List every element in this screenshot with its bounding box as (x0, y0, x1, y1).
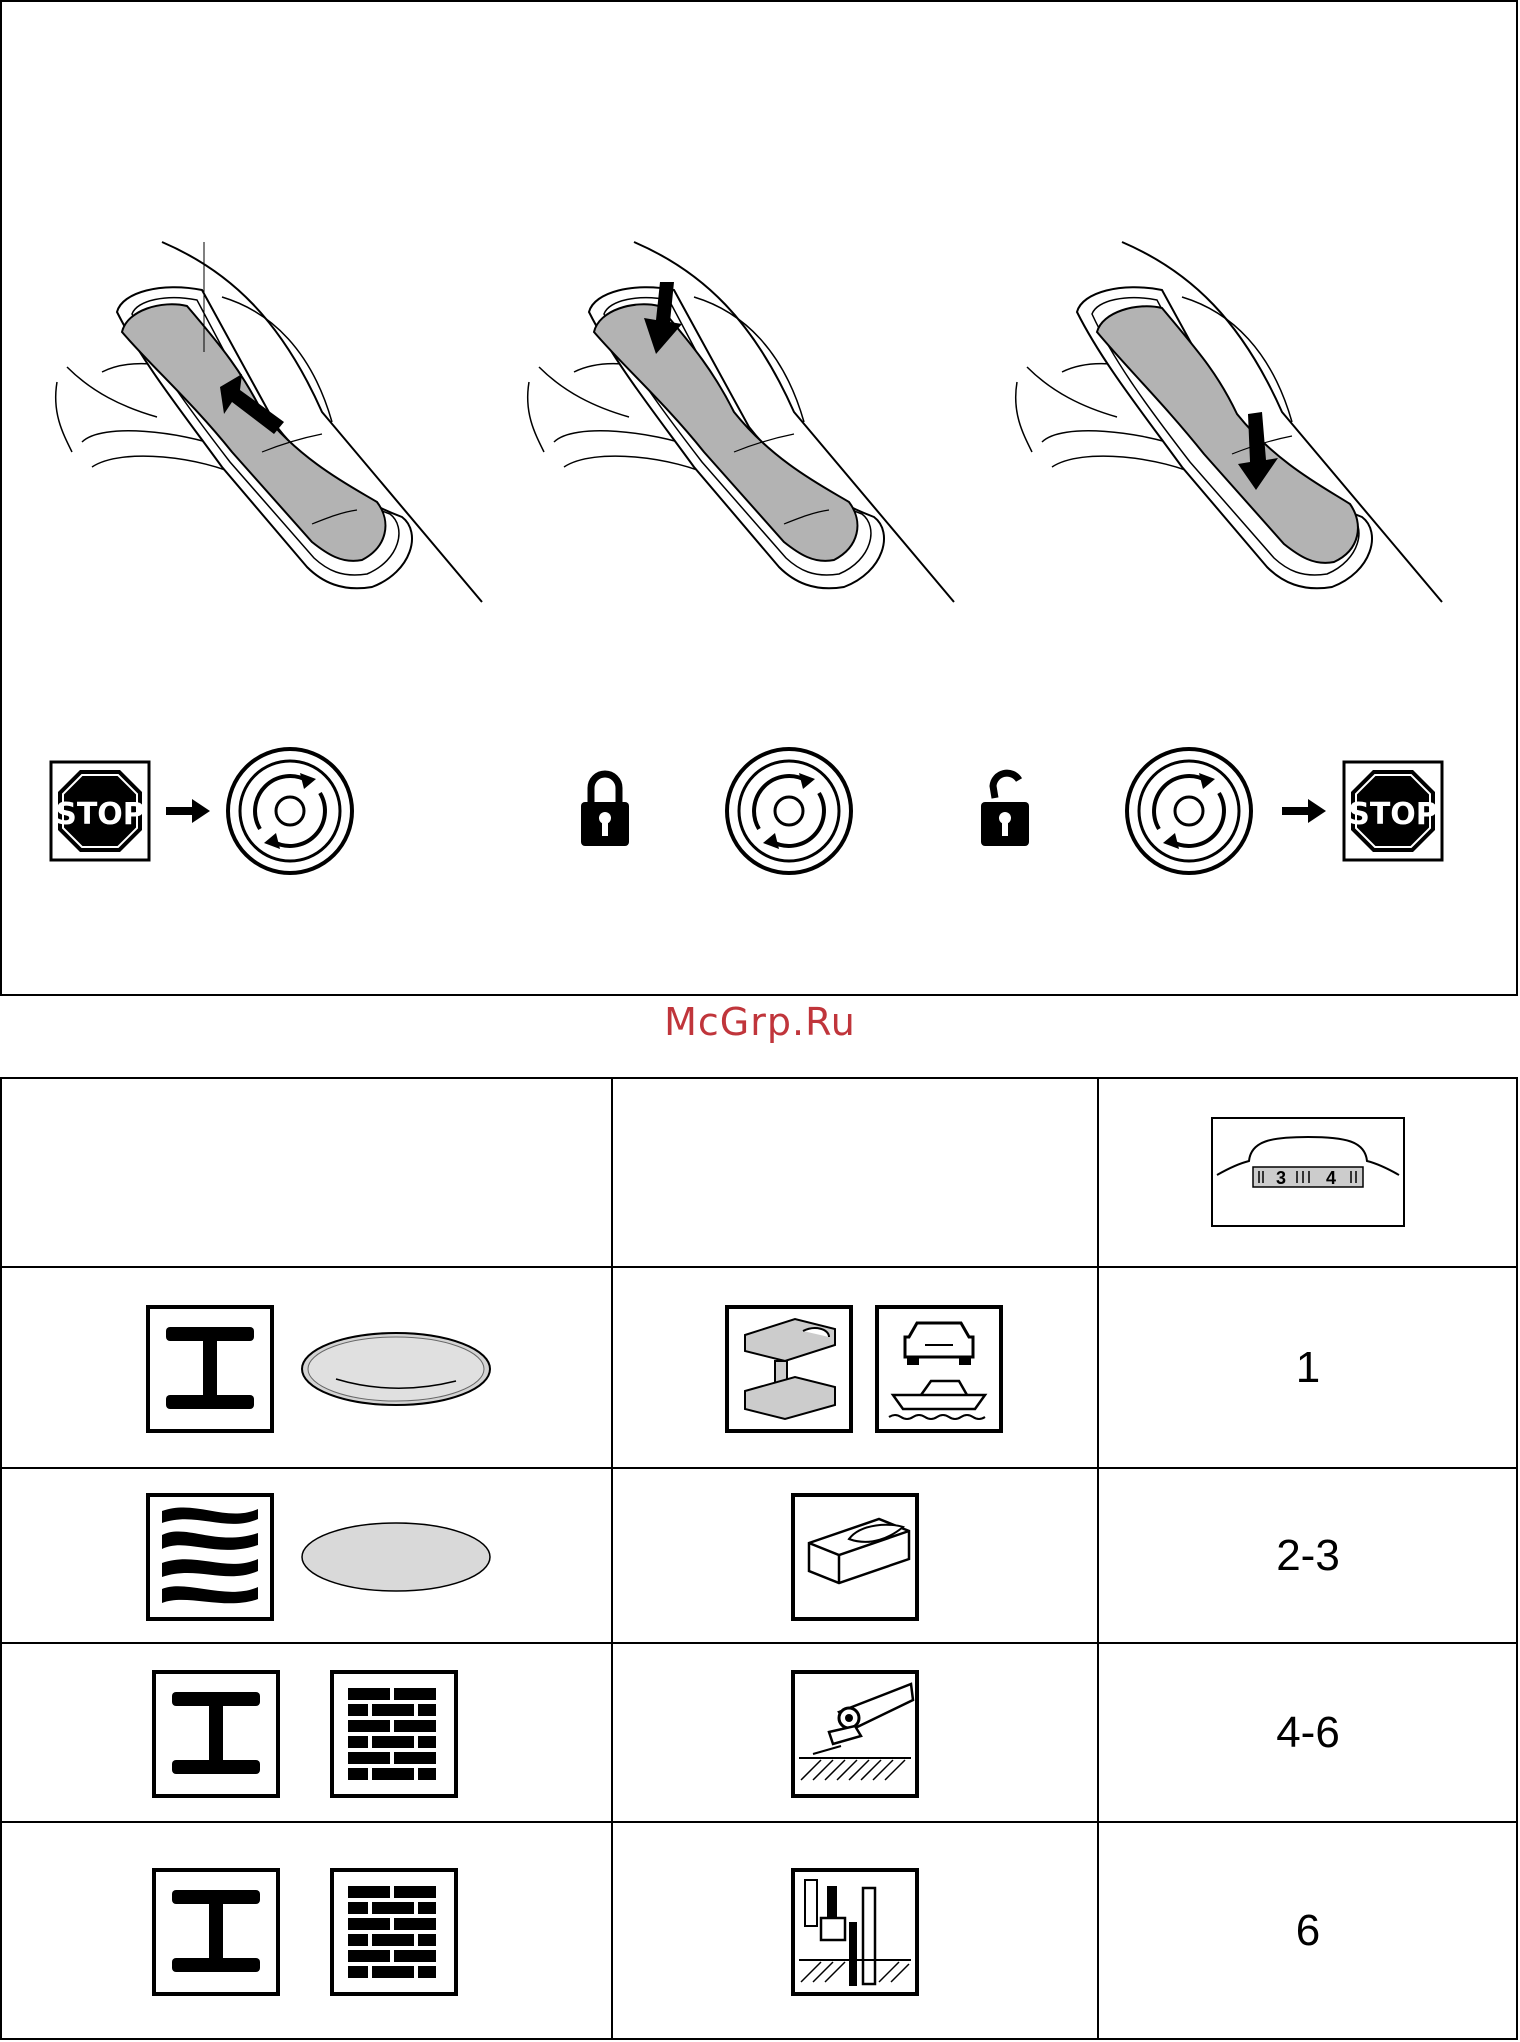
speed-cell (1098, 1822, 1518, 2040)
lock-open-icon (981, 773, 1029, 846)
table-row (0, 1468, 1518, 1643)
speed-value: 1 (1295, 1342, 1321, 1392)
watermark: McGrp.Ru (664, 1000, 856, 1044)
header-speed-dial-cell (1098, 1077, 1518, 1267)
materials-cell (0, 1643, 612, 1822)
switch-press-down-icon (528, 242, 954, 602)
table-row (0, 1643, 1518, 1822)
materials-cell (0, 1267, 612, 1468)
speed-dial-icon (1211, 1117, 1405, 1227)
table-header-row (0, 1077, 1518, 1267)
abrasive-disc-icon (302, 1333, 490, 1405)
speed-cell (1098, 1643, 1518, 1822)
rotation-icon (727, 749, 851, 873)
brick-wall-icon (332, 1672, 456, 1796)
materials-cell (0, 1468, 612, 1643)
applications-cell (612, 1822, 1098, 2040)
panel2-symbols (581, 749, 851, 873)
wood-block-icon (793, 1495, 917, 1619)
arrow-right-icon (166, 799, 210, 823)
speed-cell (1098, 1267, 1518, 1468)
sanding-disc-icon (302, 1523, 490, 1591)
header-applications-cell (612, 1077, 1098, 1267)
speed-value: 6 (1295, 1906, 1321, 1955)
rotation-icon (1127, 749, 1251, 873)
svg-text:STOP: STOP (1348, 797, 1438, 832)
wood-grain-icon (148, 1495, 272, 1619)
applications-cell (612, 1267, 1098, 1468)
metal-i-beam-icon (154, 1870, 278, 1994)
stop-sign-icon (1344, 762, 1442, 860)
arrow-right-icon (1282, 799, 1326, 823)
speed-cell (1098, 1468, 1518, 1643)
switch-operation-figure (0, 0, 1518, 996)
table-row (0, 1267, 1518, 1468)
metal-i-beam-icon (148, 1307, 272, 1431)
dial-label-right: 4 (1325, 1168, 1337, 1188)
cut-off-icon (793, 1870, 917, 1994)
materials-cell (0, 1822, 612, 2040)
applications-cell (612, 1643, 1098, 1822)
switch-slide-forward-icon (56, 242, 482, 602)
speed-value: 2-3 (1276, 1530, 1340, 1580)
lock-closed-icon (581, 774, 629, 846)
svg-text:STOP: STOP (55, 797, 145, 832)
speed-value: 4-6 (1276, 1707, 1340, 1757)
panel1-symbols (51, 749, 352, 873)
switch-press-release-icon (1016, 242, 1442, 602)
metal-i-beam-icon (154, 1672, 278, 1796)
stop-sign-icon (51, 762, 149, 860)
rotation-icon (228, 749, 352, 873)
header-materials-cell (0, 1077, 612, 1267)
dial-label-left: 3 (1275, 1168, 1287, 1188)
brick-wall-icon (332, 1870, 456, 1994)
speed-selection-table (0, 1077, 1518, 2040)
steel-profile-icon (727, 1307, 851, 1431)
applications-cell (612, 1468, 1098, 1643)
car-boat-icon (877, 1307, 1001, 1431)
table-row (0, 1822, 1518, 2040)
angle-grinding-icon (793, 1672, 917, 1796)
panel3-symbols (981, 749, 1442, 873)
